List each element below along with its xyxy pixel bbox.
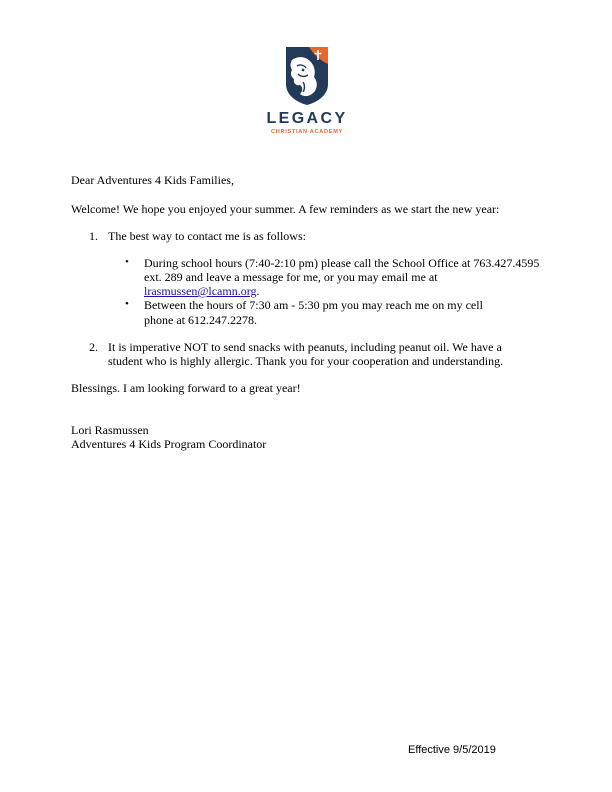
effective-date: Effective 9/5/2019 — [408, 744, 496, 756]
bullet-1-line-1: During school hours (7:40-2:10 pm) please call the School Office at 763.427.4595 — [144, 256, 540, 270]
signature-name: Lori Rasmussen — [71, 423, 149, 437]
bullet-icon: • — [125, 256, 129, 268]
item-2-line-1: It is imperative NOT to send snacks with peanuts, including peanut oil. We have a — [108, 340, 502, 354]
item-1-text: The best way to contact me is as follows: — [108, 229, 306, 243]
email-period: . — [256, 284, 260, 298]
email-link[interactable]: lrasmussen@lcamn.org — [144, 284, 257, 298]
item-2-line-2: student who is highly allergic. Thank you for your cooperation and understanding. — [108, 354, 504, 368]
legacy-logo — [262, 44, 352, 138]
logo-subtitle: CHRISTIAN ACADEMY — [271, 129, 343, 135]
bullet-2-line-1: Between the hours of 7:30 am - 5:30 pm you may reach me on my cell — [144, 298, 483, 312]
signature-title: Adventures 4 Kids Program Coordinator — [71, 437, 267, 451]
salutation: Dear Adventures 4 Kids Families, — [71, 173, 234, 187]
logo-name: LEGACY — [266, 110, 348, 127]
bullet-2-line-2: phone at 612.247.2278. — [144, 313, 257, 327]
item-1-number: 1. — [89, 229, 98, 243]
intro-paragraph: Welcome! We hope you enjoyed your summer. A few reminders as we start the new year: — [71, 202, 500, 216]
bullet-1-line-2: ext. 289 and leave a message for me, or you may email me at — [144, 270, 438, 284]
bullet-1-line-3 — [144, 284, 259, 298]
closing-line: Blessings. I am looking forward to a great year! — [71, 381, 301, 395]
lion-cross-shield-icon — [283, 44, 331, 106]
item-2-number: 2. — [89, 340, 98, 354]
bullet-icon: • — [125, 298, 129, 310]
